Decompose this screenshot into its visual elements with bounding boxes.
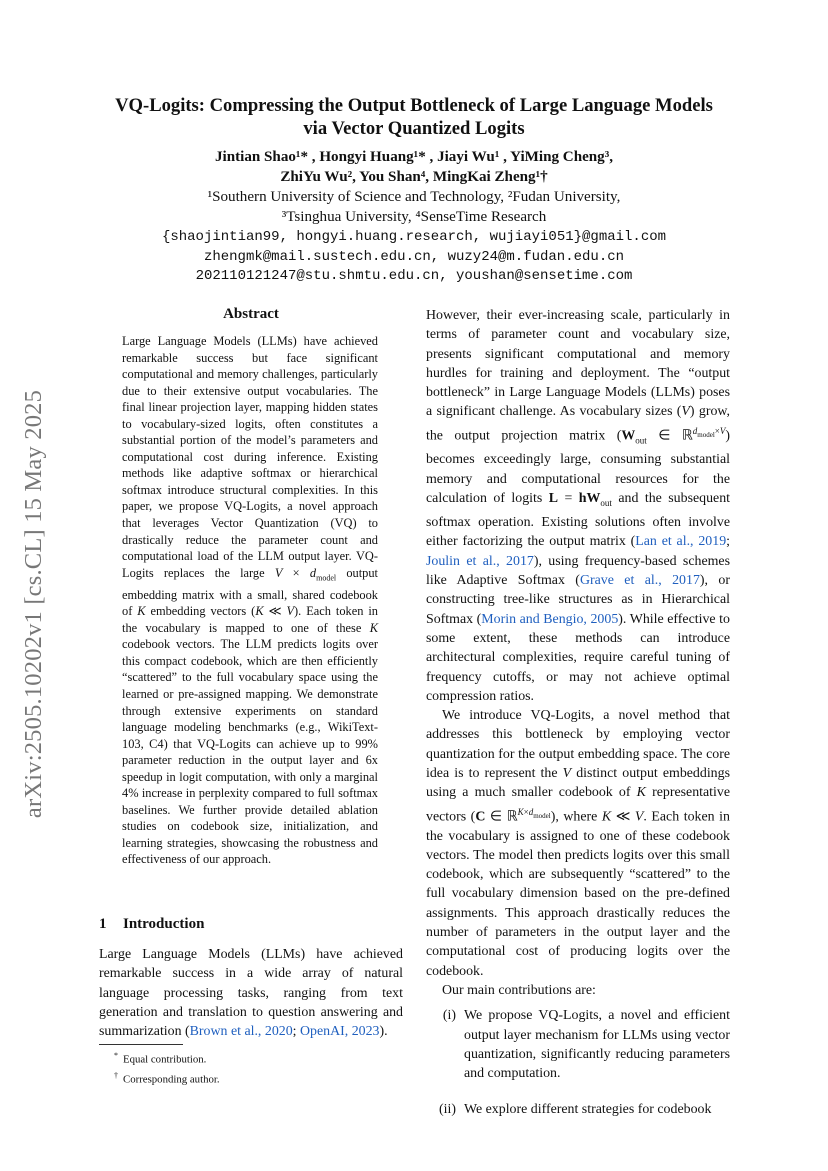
contribution-item-2	[426, 1100, 730, 1119]
authors-line-1: Jintian Shao¹* , Hongyi Huang¹* , Jiayi Wu¹ , YiMing Cheng³,	[214, 149, 614, 165]
arxiv-identifier: arXiv:2505.10202v1 [cs.CL] 15 May 2025	[20, 389, 48, 819]
author-list	[70, 148, 758, 187]
footnotes	[99, 1044, 403, 1088]
section-number: 1	[99, 916, 107, 932]
author-emails	[40, 228, 788, 287]
email-line-3: 202110121247@stu.shmtu.edu.cn, youshan@sensetime.com	[195, 268, 633, 285]
contribution-text: We explore different strategies for codebook	[464, 1102, 712, 1118]
authors-line-2: ZhiYu Wu², You Shan⁴, MingKai Zheng¹†	[280, 168, 548, 185]
email-line-2: zhengmk@mail.sustech.edu.cn, wuzy24@m.fudan.edu.cn	[203, 248, 625, 265]
abstract-heading: Abstract	[223, 306, 279, 322]
paper-title: VQ-Logits: Compressing the Output Bottleneck of Large Language Models via Vector Quantized Logits	[115, 95, 713, 139]
abstract-body: Large Language Models (LLMs) have achieved remarkable success but face significant computational and memory challenges, particularly due to their extensive output vocabularies. The final linear projection layer, mapping hidden states to vocabulary-sized logits, often constitutes a substantial portion of the model’s parameters and computational cost during inference. Existing methods like adaptive softmax or hierarchical softmax introduce structural complexities. In this paper, we propose VQ-Logits, a novel approach that leverages Vector Quantization (VQ) to drastically reduce the parameter count and computational load of the LLM output layer. VQ-Logits replaces the large $V \times d_{model}$ output embedding matrix with a small, shared codebook of K embedding vectors (K ≪ V). Each token in the vocabulary is mapped to one of these K codebook vectors. The LLM predicts logits over this compact codebook, which are then efficiently “scattered” to the full vocabulary space using the learned or pre-assigned mapping. We demonstrate through extensive experiments on standard language modeling benchmarks (e.g., WikiText-103, C4) that VQ-Logits can achieve up to 99% parameter reduction in the output layer and 6x speedup in logit computation, with only a marginal 4% increase in perplexity compared to full softmax baselines. We further provide detailed ablation studies on codebook size, initialization, and learning strategies, showcasing the robustness and effectiveness of our approach.	[122, 334, 379, 867]
introduction-paragraph-2: However, their ever-increasing scale, particularly in terms of parameter count and vocabulary size, presents significant computational and memory hurdles for training and deployment. The “output bottleneck” in Large Language Models (LLMs) poses a significant challenge. As vocabulary sizes (V) grow, the output projection matrix ($W_{out}$ ∈ ℝ$^{d_{model}\times V}$) becomes exceedingly large, consuming substantial memory and computational resources for the calculation of logits $L = hW_{out}$ and the subsequent softmax operation. Existing solutions often involve either factorizing the output matrix (Lan et al., 2019; Joulin et al., 2017), using frequency-based schemes like Adaptive Softmax (Grave et al., 2017), or constructing tree-like structures as in Hierarchical Softmax (Morin and Bengio, 2005). While effective to some extent, these methods can introduce architectural complexities, require careful tuning of frequency cutoffs, or may not achieve optimal compression ratios.	[426, 308, 730, 704]
contribution-label: (i)	[442, 1008, 456, 1024]
contributions-intro: Our main contributions are:	[442, 982, 596, 998]
right-column	[426, 306, 730, 1120]
section-title: Introduction	[123, 916, 205, 932]
contribution-text: We propose VQ-Logits, a novel and efficient output layer mechanism for LLMs using vector quantization, significantly reducing parameters and computation.	[464, 1008, 730, 1082]
footnote-rule	[99, 1044, 183, 1045]
contribution-item-1	[426, 1006, 730, 1083]
section-heading-introduction	[99, 916, 403, 933]
affiliation-line-2: ³Tsinghua University, ⁴SenseTime Research	[281, 208, 547, 225]
affiliations	[70, 188, 758, 227]
footnote-corresponding-author: † Corresponding author.	[114, 1071, 220, 1086]
introduction-paragraph-1: Large Language Models (LLMs) have achieved remarkable success in a wide array of natural language processing tasks, ranging from text generation and translation to question answering and summarization (Brown et al., 2020; OpenAI, 2023).	[99, 947, 403, 1040]
footnote-equal-contribution: * Equal contribution.	[114, 1051, 207, 1066]
affiliation-line-1: ¹Southern University of Science and Technology, ²Fudan University,	[207, 189, 621, 205]
contribution-label: (ii)	[439, 1102, 456, 1118]
email-line-1: {shaojintian99, hongyi.huang.research, wujiayi051}@gmail.com	[161, 229, 667, 245]
introduction-paragraph-3: We introduce VQ-Logits, a novel method that addresses this bottleneck by employing vector quantization for the output embedding space. The core idea is to represent the V distinct output embeddings using a much smaller codebook of K representative vectors (C ∈ ℝ$^{K\times d_{model}}$), where K ≪ V. Each token in the vocabulary is assigned to one of these codebook vectors. The model then predicts logits over this small codebook, which are subsequently “scattered” to the full vocabulary dimension based on the pre-defined assignments. This approach drastically reduces the number of parameters in the output layer and the computational cost of producing logits over the codebook.	[426, 708, 730, 979]
